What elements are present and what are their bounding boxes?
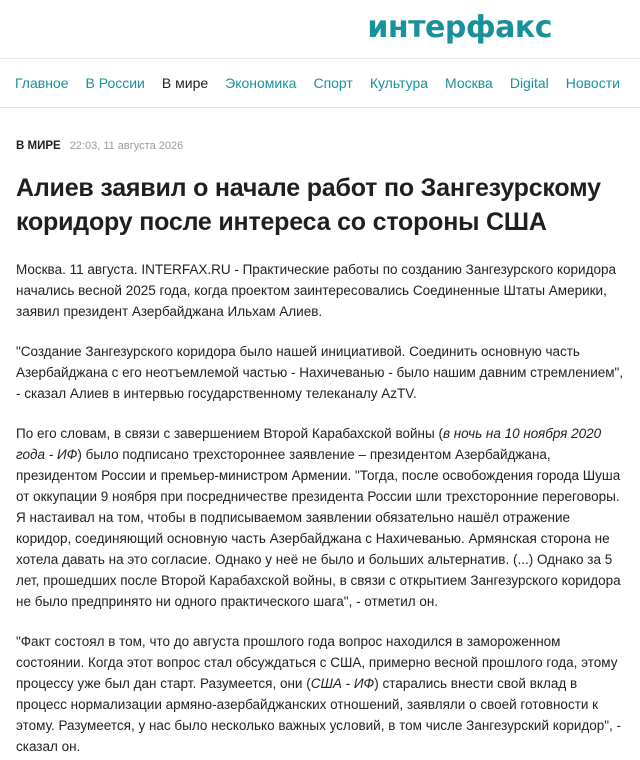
article-title: Алиев заявил о начале работ по Зангезурскому коридору после интереса со стороны США [16,174,601,236]
site-logo[interactable]: интерфакс [367,10,552,45]
article [0,140,640,757]
nav-item-glavnoe[interactable]: Главное [15,75,69,91]
nav-item-moskva[interactable]: Москва [445,75,493,91]
main-nav [0,58,640,108]
paragraph-3-text-a: По его словам, в связи с завершением Второй Карабахской войны ( [16,426,443,441]
nav-item-v-mire[interactable]: В мире [161,75,209,91]
nav-item-ekonomika[interactable]: Экономика [225,75,297,91]
article-body [16,259,624,757]
nav-item-digital[interactable]: Digital [509,75,549,91]
rubric-link[interactable]: В МИРЕ [16,140,61,152]
editor-note-date: в ночь на 10 ноября 2020 года - ИФ [16,426,602,462]
paragraph-1: Москва. 11 августа. INTERFAX.RU - Практические работы по созданию Зангезурского коридора начались весной 2025 года, когда проектом заинтересовались Соединенные Штаты Америки, заявил президент Азербайджана Ильхам Алиев. [16,262,616,319]
nav-item-v-rossii[interactable]: В России [85,75,145,91]
paragraph-3-text-b: ) было подписано трехстороннее заявление – президентом Азербайджана, президентом России и премьер-министром Армении. "Тогда, после освобождения города Шуша от оккупации 9 ноября при посредничестве президента России шли трехсторонние переговоры. Я настаивал на том, чтобы в подписываемом заявлении обязательно нашёл отражение коридор, соединяющий основную часть Азербайджана с Нахичеванью. Армянская сторона не хотела давать на это согласие. Однако у неё не было и больших альтернатив. (...) Однако за 5 лет, прошедших после Второй Карабахской войны, в связи с открытием Зангезурского коридора не было предпринято ни одного практического шага", - отметил он. [16,447,621,609]
editor-note-usa: США - ИФ [310,676,375,691]
paragraph-3 [16,423,624,612]
nav-item-kultura[interactable]: Культура [369,75,429,91]
paragraph-4 [16,631,624,757]
paragraph-4-text-a: "Факт состоял в том, что до августа прошлого года вопрос находился в замороженном состоянии. Когда этот вопрос стал обсуждаться с США, примерно весной прошлого года, этому процессу уже был дан старт. Разумеется, они ( [16,634,618,691]
paragraph-2: "Создание Зангезурского коридора было нашей инициативой. Соединить основную часть Азербайджана с его неотъемлемой частью - Нахичеванью - было нашим давним стремлением", - сказал Алиев в интервью государственному телеканалу AzTV. [16,344,624,401]
nav-item-sport[interactable]: Спорт [313,75,353,91]
paragraph-4-text-b: ) старались внести свой вклад в процесс нормализации армяно-азербайджанских отношений, заявляли о своей готовности к этому. Разумеется, у нас было несколько важных условий, в том числе Зангезурский коридор", - сказал он. [16,676,622,754]
article-meta [16,140,624,156]
site-header [0,0,640,58]
nav-item-novosti[interactable]: Новости [565,75,620,91]
publish-date: 22:03, 11 августа 2026 [69,140,184,152]
